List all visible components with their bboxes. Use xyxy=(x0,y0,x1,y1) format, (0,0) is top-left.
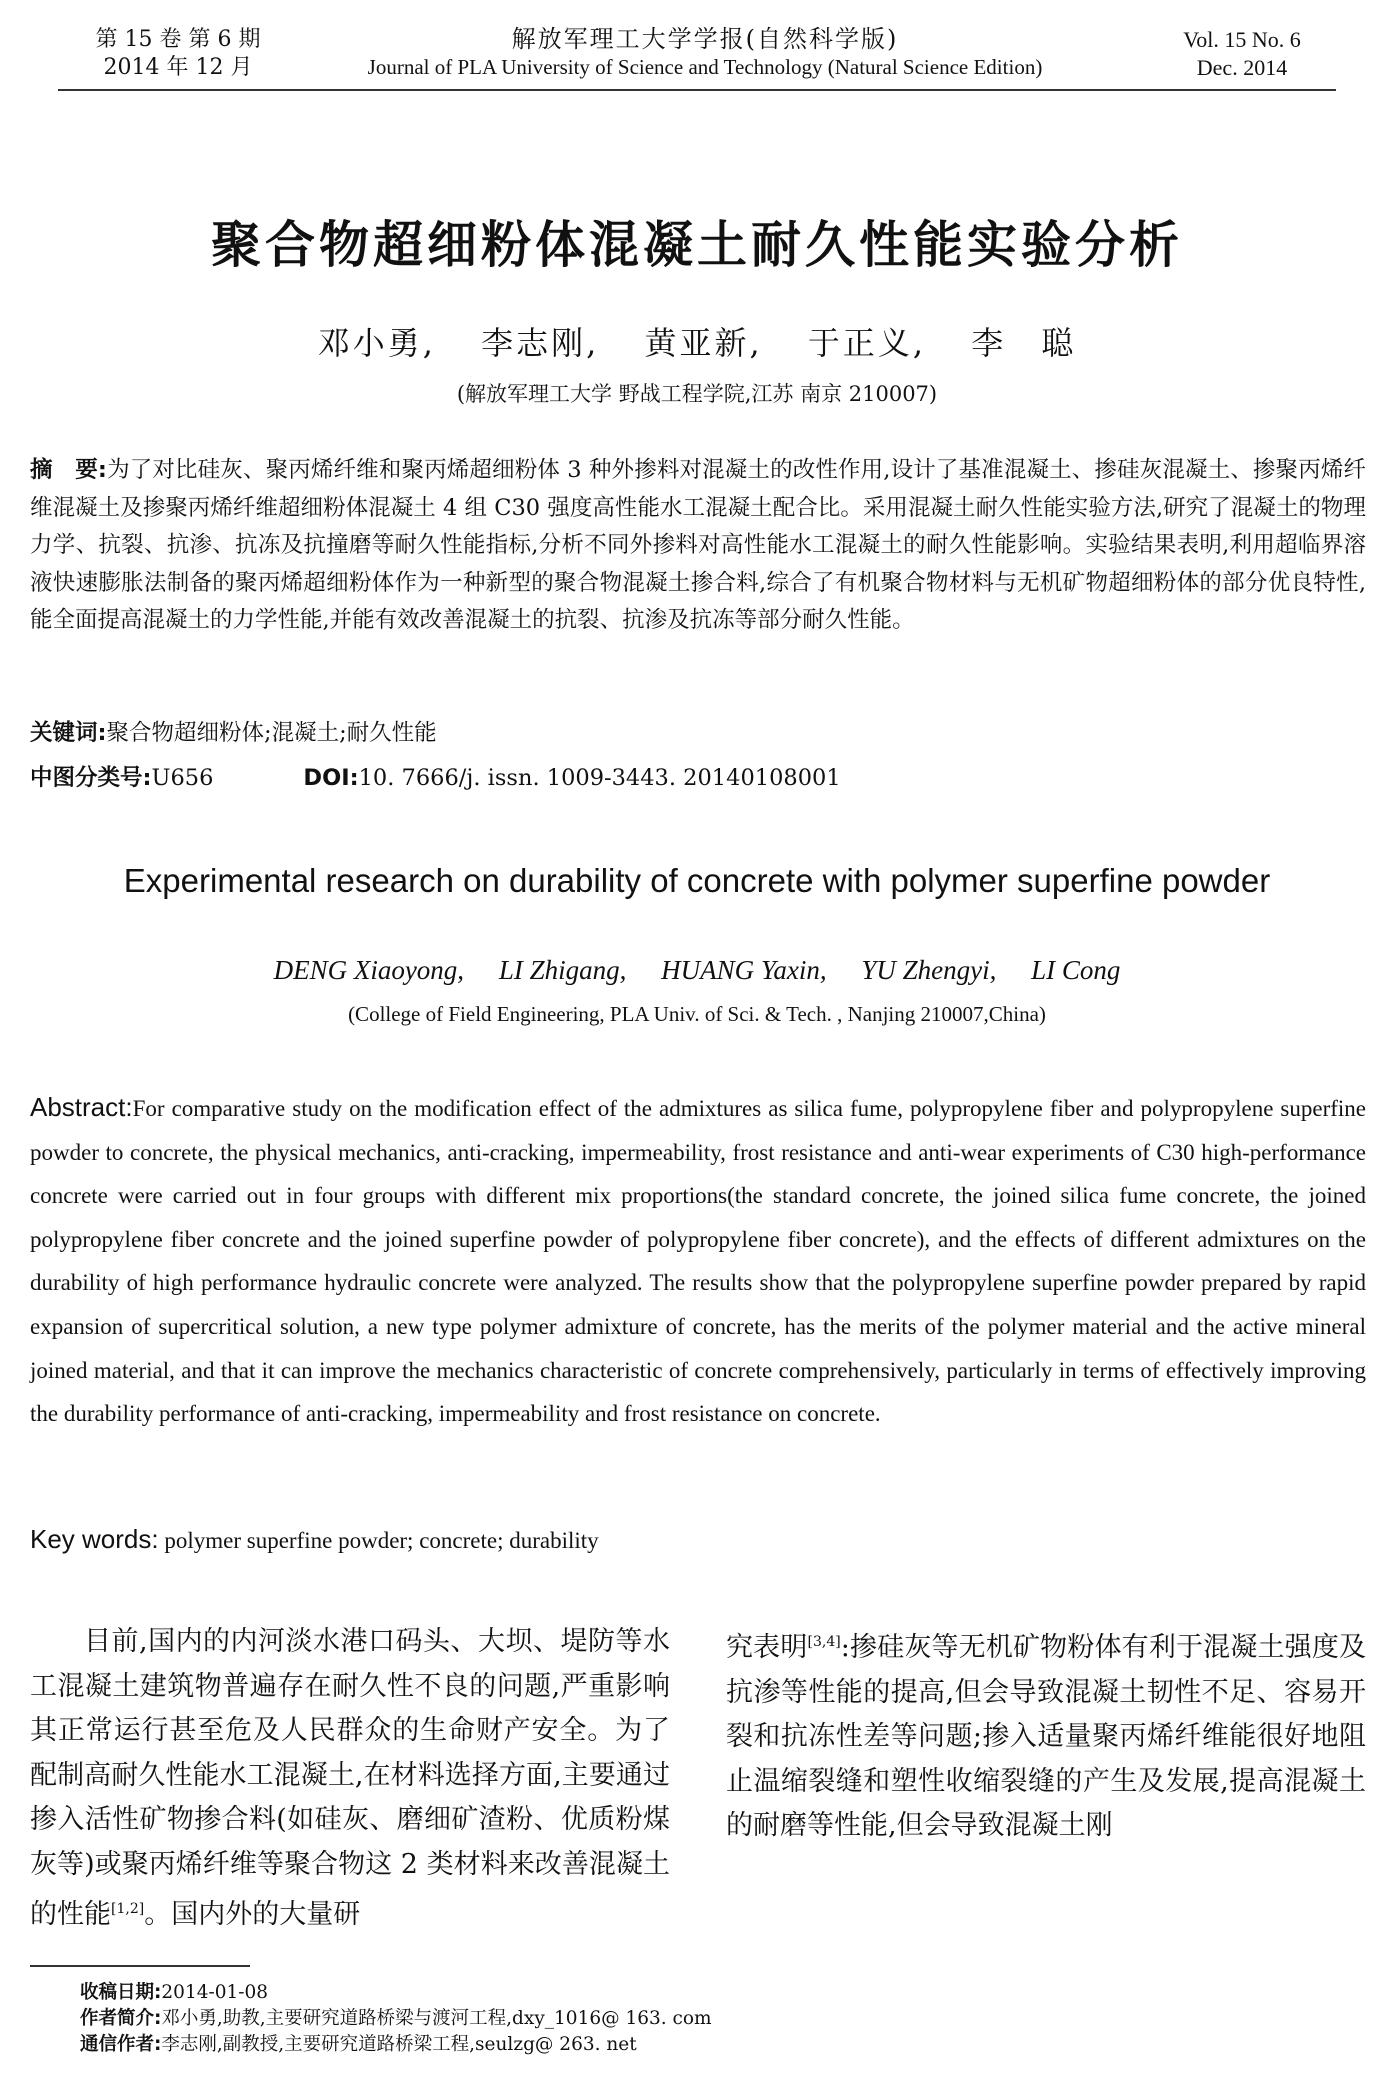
author-cn: 于正义, xyxy=(807,324,927,362)
affiliation-cn: (解放军理工大学 野战工程学院,江苏 南京 210007) xyxy=(456,382,938,406)
doi-value: 10. 7666/j. issn. 1009-3443. 20140108001 xyxy=(358,765,841,791)
header-volume-en xyxy=(1142,26,1342,82)
keywords-text-en: polymer superfine powder; concrete; durability xyxy=(164,1528,599,1553)
footnote-divider xyxy=(30,1965,250,1967)
date-en: Dec. 2014 xyxy=(1196,55,1288,80)
abstract-text-en: For comparative study on the modification effect of the admixtures as silica fume, polypropylene fiber and polypropylene superfine powder to concrete, the physical mechanics, anti-cracking, impermeability, frost resistance and anti-wear experiments of C30 high-performance concrete were carried out in four groups with different mix proportions(the standard concrete, the joined silica fume concrete, the joined polypropylene fiber concrete and the joined superfine powder of polypropylene fiber concrete), and the effects of different admixtures on the durability of high performance hydraulic concrete were analyzed. The results show that the polypropylene superfine powder prepared by rapid expansion of supercritical solution, a new type polymer admixture of concrete, has the merits of the polymer material and the active mineral joined material, and that it can improve the mechanics characteristic of concrete comprehensively, particularly in terms of effectively improving the durability performance of anti-cracking, impermeability and frost resistance on concrete. xyxy=(30,1096,1366,1427)
keywords-cn xyxy=(30,715,437,747)
abstract-text-cn: 为了对比硅灰、聚丙烯纤维和聚丙烯超细粉体 3 种外掺料对混凝土的改性作用,设计了基准混凝土、掺硅灰混凝土、掺聚丙烯纤维混凝土及掺聚丙烯纤维超细粉体混凝土 4 组 C30 强度高性能水工混凝土配合比。采用混凝土耐久性能实验方法,研究了混凝土的物理力学、抗裂、抗渗、抗冻及抗撞磨等耐久性能指标,分析不同外掺料对高性能水工混凝土的耐久性能影响。实验结果表明,利用超临界溶液快速膨胀法制备的聚丙烯超细粉体作为一种新型的聚合物混凝土掺合料,综合了有机聚合物材料与无机矿物超细粉体的部分优良特性,能全面提高混凝土的力学性能,并能有效改善混凝土的抗裂、抗渗及抗冻等部分耐久性能。 xyxy=(30,457,1366,633)
date-cn: 2014 年 12 月 xyxy=(103,55,253,80)
header-volume-cn xyxy=(58,26,298,82)
affiliation-en: (College of Field Engineering, PLA Univ. of Sci. & Tech. , Nanjing 210007,China) xyxy=(348,1002,1046,1026)
corr-label: 通信作者: xyxy=(80,2034,162,2055)
citation-ref: [3,4] xyxy=(807,1634,841,1650)
author-en: LI Cong xyxy=(1031,955,1121,985)
received-label: 收稿日期: xyxy=(80,1982,162,2003)
bio-label: 作者简介: xyxy=(80,2008,162,2029)
body-text: 究表明 xyxy=(726,1632,808,1663)
author-cn: 李 聪 xyxy=(971,324,1077,362)
keywords-label-en: Key words: xyxy=(30,1524,159,1554)
clc-value: U656 xyxy=(151,765,214,791)
doi-label: DOI: xyxy=(303,765,359,791)
author-cn: 黄亚新, xyxy=(644,324,763,362)
body-text: 。国内外的大量研 xyxy=(144,1899,361,1930)
corr-value: 李志刚,副教授,主要研究道路桥梁工程,seulzg@ 263. net xyxy=(161,2034,637,2055)
bio-value: 邓小勇,助教,主要研究道路桥梁与渡河工程,dxy_1016@ 163. com xyxy=(161,2008,712,2029)
footnote-corresponding xyxy=(80,2032,1280,2057)
journal-name-en: Journal of PLA University of Science and Technology (Natural Science Edition) xyxy=(367,55,1043,79)
header-journal xyxy=(290,24,1120,80)
paper-title-cn: 聚合物超细粉体混凝土耐久性能实验分析 xyxy=(211,215,1183,274)
footnote-received xyxy=(80,1980,1280,2005)
abstract-label-cn: 摘 要: xyxy=(30,457,107,483)
author-cn: 李志刚, xyxy=(481,324,600,362)
author-cn: 邓小勇, xyxy=(317,324,436,362)
author-en: LI Zhigang, xyxy=(498,955,627,985)
author-en: HUANG Yaxin, xyxy=(661,955,827,985)
body-column-right xyxy=(726,1620,1366,1849)
abstract-cn xyxy=(30,452,1366,640)
header-divider xyxy=(58,89,1336,91)
keywords-en xyxy=(30,1524,599,1555)
abstract-en xyxy=(30,1086,1366,1436)
volume-issue-en: Vol. 15 No. 6 xyxy=(1183,27,1301,52)
body-column-left xyxy=(30,1620,670,1938)
author-en: YU Zhengyi, xyxy=(861,955,997,985)
journal-name-cn: 解放军理工大学学报(自然科学版) xyxy=(511,25,899,53)
author-list-cn xyxy=(0,318,1394,364)
author-en: DENG Xiaoyong, xyxy=(273,955,465,985)
citation-ref: [1,2] xyxy=(111,1901,145,1917)
body-text: 目前,国内的内河淡水港口码头、大坝、堤防等水工混凝土建筑物普遍存在耐久性不良的问题,严重影响其正常运行甚至危及人民群众的生命财产安全。为了配制高耐久性能水工混凝土,在材料选择方面,主要通过掺入活性矿物掺合料(如硅灰、磨细矿渣粉、优质粉煤灰等)或聚丙烯纤维等聚合物这 2 类材料来改善混凝土的性能 xyxy=(30,1626,670,1930)
received-value: 2014-01-08 xyxy=(161,1982,269,2003)
keywords-label-cn: 关键词: xyxy=(30,720,107,746)
footnote-author-bio xyxy=(80,2006,1280,2031)
paper-title-en: Experimental research on durability of concrete with polymer superfine powder xyxy=(123,862,1271,899)
abstract-label-en: Abstract: xyxy=(30,1092,133,1122)
classification-line xyxy=(30,760,1230,792)
clc-label: 中图分类号: xyxy=(30,765,152,791)
author-list-en xyxy=(0,955,1394,986)
volume-issue-cn: 第 15 卷 第 6 期 xyxy=(95,27,261,52)
body-text: :掺硅灰等无机矿物粉体有利于混凝土强度及抗渗等性能的提高,但会导致混凝土韧性不足、容易开裂和抗冻性差等问题;掺入适量聚丙烯纤维能很好地阻止温缩裂缝和塑性收缩裂缝的产生及发展,提高混凝土的耐磨等性能,但会导致混凝土刚 xyxy=(726,1632,1366,1841)
keywords-text-cn: 聚合物超细粉体;混凝土;耐久性能 xyxy=(106,720,437,746)
